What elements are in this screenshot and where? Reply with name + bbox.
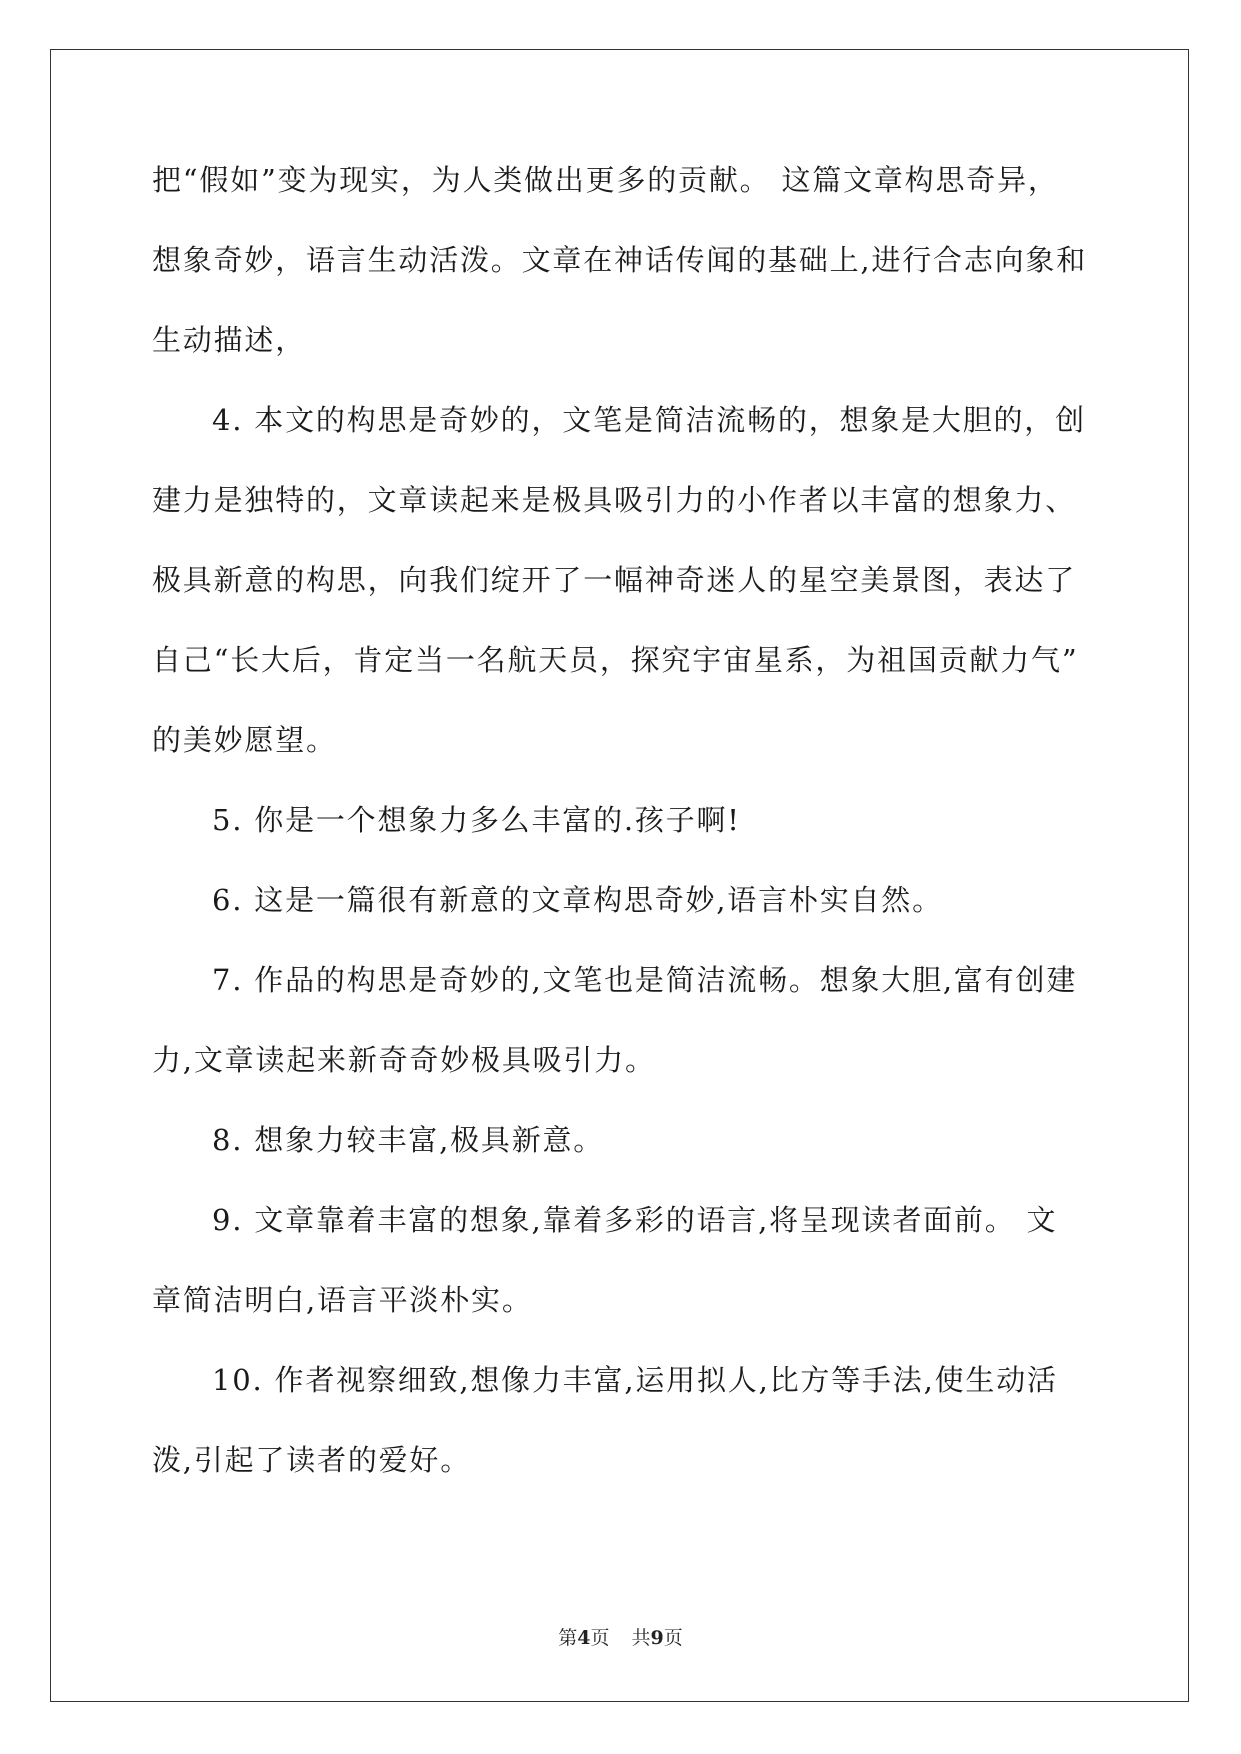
- page-prefix: 第: [558, 1627, 578, 1649]
- text-line: 7. 作品的构思是奇妙的,文笔也是简洁流畅。想象大胆,富有创建: [212, 963, 1078, 997]
- text-line: 5. 你是一个想象力多么丰富的.孩子啊!: [212, 803, 741, 837]
- text-line: 想象奇妙，语言生动活泼。文章在神话传闻的基础上,进行合志向象和: [152, 243, 1088, 277]
- text-line: 章简洁明白,语言平淡朴实。: [152, 1283, 533, 1317]
- page-total: 9: [650, 1627, 664, 1649]
- text-line: 9. 文章靠着丰富的想象,靠着多彩的语言,将呈现读者面前。 文: [212, 1203, 1058, 1237]
- text-line: 的美妙愿望。: [152, 723, 337, 757]
- text-line: 把“假如”变为现实，为人类做出更多的贡献。 这篇文章构思奇异，: [152, 163, 1059, 197]
- text-line: 极具新意的构思，向我们绽开了一幅神奇迷人的星空美景图，表达了: [152, 563, 1077, 597]
- total-unit: 页: [663, 1627, 683, 1649]
- text-line: 力,文章读起来新奇奇妙极具吸引力。: [152, 1043, 656, 1077]
- text-line: 自己“长大后，肯定当一名航天员，探究宇宙星系，为祖国贡献力气”: [152, 643, 1079, 677]
- text-line: 6. 这是一篇很有新意的文章构思奇妙,语言朴实自然。: [212, 883, 943, 917]
- page-current: 4: [577, 1627, 591, 1649]
- text-line: 泼,引起了读者的爱好。: [152, 1443, 472, 1477]
- text-line: 10. 作者视察细致,想像力丰富,运用拟人,比方等手法,使生动活: [212, 1363, 1058, 1397]
- text-line: 4. 本文的构思是奇妙的，文笔是简洁流畅的，想象是大胆的，创: [212, 403, 1086, 437]
- total-prefix: 共: [631, 1627, 651, 1649]
- text-line: 8. 想象力较丰富,极具新意。: [212, 1123, 605, 1157]
- page-unit: 页: [590, 1627, 610, 1649]
- page-footer: [0, 1626, 1241, 1650]
- text-line: 生动描述，: [152, 323, 307, 357]
- text-line: 建力是独特的，文章读起来是极具吸引力的小作者以丰富的想象力、: [152, 483, 1077, 517]
